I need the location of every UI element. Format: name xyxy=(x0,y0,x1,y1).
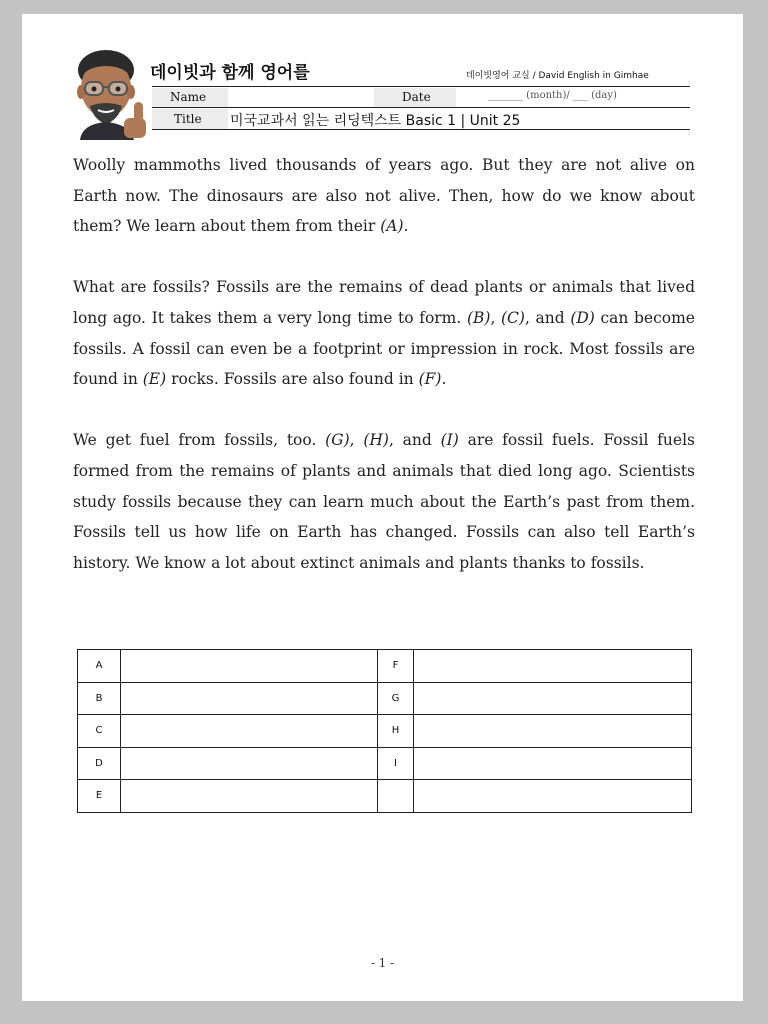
answer-key: I xyxy=(378,747,414,780)
answer-cell[interactable] xyxy=(121,715,378,748)
answer-cell[interactable] xyxy=(121,650,378,683)
table-row xyxy=(78,780,692,813)
academy-name: 데이빗영어 교실 / David English in Gimhae xyxy=(466,71,649,81)
name-label: Name xyxy=(170,90,207,104)
header-mid-rule xyxy=(152,107,690,108)
answer-cell[interactable] xyxy=(414,682,692,715)
answer-cell[interactable] xyxy=(414,747,692,780)
title-label: Title xyxy=(174,112,202,126)
answer-cell[interactable] xyxy=(121,682,378,715)
answer-key xyxy=(378,780,414,813)
blank-g: (G) xyxy=(325,431,350,450)
answer-cell[interactable] xyxy=(414,715,692,748)
answer-key: D xyxy=(78,747,121,780)
answer-key: H xyxy=(378,715,414,748)
answer-cell[interactable] xyxy=(121,780,378,813)
paragraph-2: What are fossils? Fossils are the remains of dead plants or animals that lived long ago. It takes them a very long time to form. (B), (C), and (D) can become fossils. A fossil can even be a footprint or impression in rock. Most fossils are found in (E) rocks. Fossils are also found in (F). xyxy=(73,278,695,389)
blank-i: (I) xyxy=(440,431,459,450)
reading-passage xyxy=(73,150,695,609)
answer-cell[interactable] xyxy=(414,650,692,683)
header-top-rule xyxy=(152,86,690,87)
blank-c: (C) xyxy=(501,308,525,327)
answer-key: E xyxy=(78,780,121,813)
answer-cell[interactable] xyxy=(121,747,378,780)
answer-key: B xyxy=(78,682,121,715)
answer-key: G xyxy=(378,682,414,715)
brand-title: 데이빗과 함께 영어를 xyxy=(150,63,310,83)
paragraph-1: Woolly mammoths lived thousands of years ago. But they are not alive on Earth now. The dinosaurs are also not alive. Then, how do we know about them? We learn about them from their (A). xyxy=(73,156,695,236)
answer-key: C xyxy=(78,715,121,748)
title-value: 미국교과서 읽는 리딩텍스트 Basic 1 | Unit 25 xyxy=(230,113,521,129)
page-number: - 1 - xyxy=(370,956,395,970)
answer-cell[interactable] xyxy=(414,780,692,813)
answer-key: F xyxy=(378,650,414,683)
table-row xyxy=(78,650,692,683)
table-row xyxy=(78,682,692,715)
worksheet-page xyxy=(22,14,743,1001)
blank-b: (B) xyxy=(466,308,491,327)
table-row xyxy=(78,747,692,780)
answer-table xyxy=(77,649,692,813)
blank-e: (E) xyxy=(142,370,167,389)
table-row xyxy=(78,715,692,748)
blank-d: (D) xyxy=(570,308,595,327)
date-fill-in: _______ (month)/ ___ (day) xyxy=(488,90,617,101)
blank-f: (F) xyxy=(418,370,442,389)
paragraph-3: We get fuel from fossils, too. (G), (H), and (I) are fossil fuels. Fossil fuels formed from the remains of plants and animals that died long ago. Scientists study fossils because they can learn much about the Earth’s past from them. Fossils tell us how life on Earth has changed. Fossils can also tell Earth’s history. We know a lot about extinct animals and plants thanks to fossils. xyxy=(73,431,695,572)
date-label: Date xyxy=(402,90,431,104)
memoji-avatar-icon xyxy=(66,44,158,140)
blank-h: (H) xyxy=(363,431,389,450)
blank-a: (A) xyxy=(380,217,404,236)
answer-key: A xyxy=(78,650,121,683)
